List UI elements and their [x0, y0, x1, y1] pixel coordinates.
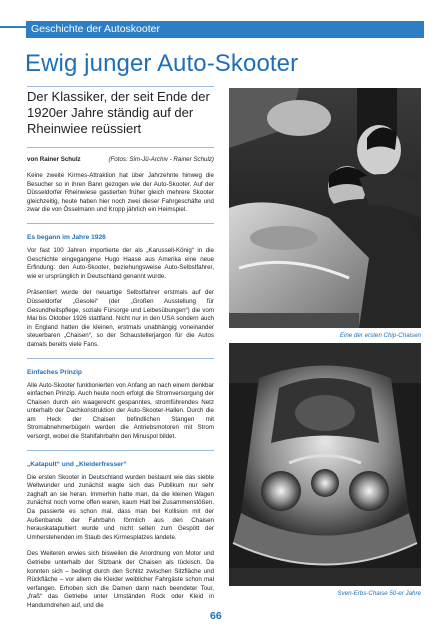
- divider: [27, 358, 214, 359]
- photo-caption: Sven-Erbs-Chaise 50-er Jahre: [337, 590, 421, 597]
- page-title: Ewig junger Auto-Skooter: [25, 50, 299, 77]
- intro-paragraph: Keine zweite Kirmes-Attraktion hat über Jahrzehnte hinweg die Besucher so in ihren Bann gezogen wie der Auto-Skooter. Auf der Düsseldorfer Rheinwiese gastierten früher gleich mehrere Skooter gleichzeitig, heute haben hier noch zwei dieser Fahrgeschäfte und zwar die von Össelmann und Kropp jährlich ein Heimspiel.: [27, 172, 214, 214]
- divider: [27, 450, 214, 451]
- article-subtitle: Der Klassiker, der seit Ende der 1920er Jahre ständig auf der Rheinwiee reüssiert: [27, 89, 210, 136]
- photo-credit: (Fotos: Sim-Jü-Archiv - Rainer Schulz): [108, 156, 214, 163]
- page-number: 66: [210, 610, 222, 622]
- header-accent-line: [0, 26, 26, 28]
- paragraph: Alle Auto-Skooter funktionierten von Anfang an nach einem denkbar einfachen Prinzip. Auch heute noch erfolgt die Stromversorgung der Chaisen durch ein waagerecht gespanntes, stromführendes Netz unterhalb der Dachkonstruktion der Auto-Skooter-Hallen. Durch die am Heck der Chaisen befindlichen Stangen mit Stromabnehmerbügeln werden die Antriebsmotoren mit Strom versorgt, wobei die Stahlfahrbahn den Minuspol bildet.: [27, 381, 214, 441]
- byline: [27, 156, 214, 163]
- paragraph: Vor fast 100 Jahren importierte der als „Karussell-König“ in die Geschichte eingegangene Hugo Haase aus Amerika eine neue Erfindung: den Auto-Skooter, beziehungsweise Auto-Selbstfahrer, wie er ursprünglich in Deutschland genannt wurde.: [27, 246, 214, 280]
- bumper-car-photo-bottom: [229, 343, 421, 586]
- paragraph: Des Weiteren erwies sich bisweilen die Anordnung von Motor und Getriebe unterhalb der Sitzbank der Chaisen als tückisch. Da konnten sich – bedingt durch den Schlitz zwischen Sitzfläche und Rückfläche – vor allem die Kleider weiblicher Fahrgäste schon mal verfangen. Erhoben sich die Damen dann nach beendeter Tour, „fraß“ das Getriebe unter Umständen Rock oder Kleid in Handumdrehen auf, und die: [27, 550, 214, 609]
- divider: [27, 86, 214, 87]
- author: von Rainer Schulz: [27, 156, 81, 163]
- paragraph: Präsentiert wurde der neuartige Selbstfahrer erstmals auf der Düsseldorfer „Gesolei“ (der „Großen Ausstellung für Gesundheitspflege, soziale Fürsorge und Leibesübungen“) die vom Mai bis Oktober 1926 stattfand. Nicht nur in den USA sondern auch in England hatten die kleinen, erstmals unabhängig voneinander steuerbaren „Chaisen“, so der Schaustellerjargon für die Autos damals bereits viele Fans.: [27, 289, 214, 348]
- divider: [27, 223, 214, 224]
- section-heading: Es begann im Jahre 1926: [27, 233, 106, 241]
- photo-caption: Eine der ersten Chip-Chaisen: [339, 332, 421, 339]
- paragraph: Die ersten Skooter in Deutschland wurden bestaunt wie das siebte Weltwunder und zunächst wagte sich das Publikum nur sehr zaghaft an sie heran. Immerhin hatte man, da die kleinen Wagen zunächst noch vorne offen waren, kaum Halt bei Zusammenstößen. Da passierte es schon mal, dass man bei Kollision mit der Außenbande der Fahrbahn förmlich aus den Chaisen herauskatapultiert wurde und nicht selten zum Gespött der Umherstehenden im Staub des Kirmesplatzes landete.: [27, 473, 214, 541]
- bumper-car-photo-top: [229, 88, 421, 328]
- section-heading: Einfaches Prinzip: [27, 368, 82, 376]
- article-column: [27, 86, 214, 619]
- section-heading: „Katapult“ und „Kleiderfresser“: [27, 460, 127, 468]
- divider: [27, 147, 214, 148]
- category-header: Geschichte der Autoskooter: [26, 21, 424, 38]
